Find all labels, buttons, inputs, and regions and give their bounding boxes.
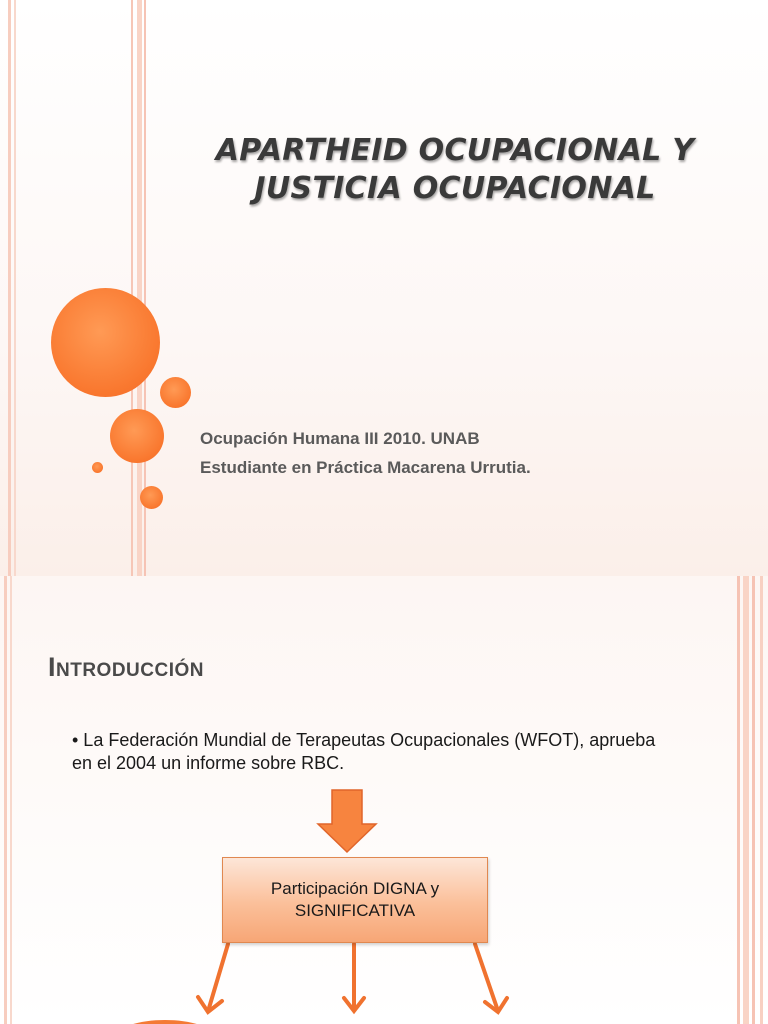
arrow-right-line <box>475 944 497 1008</box>
diagram-box-label: Participación DIGNA y SIGNIFICATIVA <box>270 879 440 920</box>
slide-title: APARTHEID OCUPACIONAL Y JUSTICIA OCUPACIONAL <box>215 133 695 206</box>
subtitle-line-author: Estudiante en Práctica Macarena Urrutia. <box>200 458 531 477</box>
slide-heading: Introducción <box>48 652 204 682</box>
subtitle-line-course: Ocupación Humana III 2010. UNAB <box>200 429 480 448</box>
partial-ellipse-shape <box>117 1020 213 1024</box>
arrow-left-line <box>209 944 228 1008</box>
diagram-box <box>222 857 488 943</box>
down-block-arrow-icon <box>318 790 376 852</box>
bullet-text: • La Federación Mundial de Terapeutas Ocupacionales (WFOT), aprueba en el 2004 un informe sobre RBC. <box>72 730 656 773</box>
